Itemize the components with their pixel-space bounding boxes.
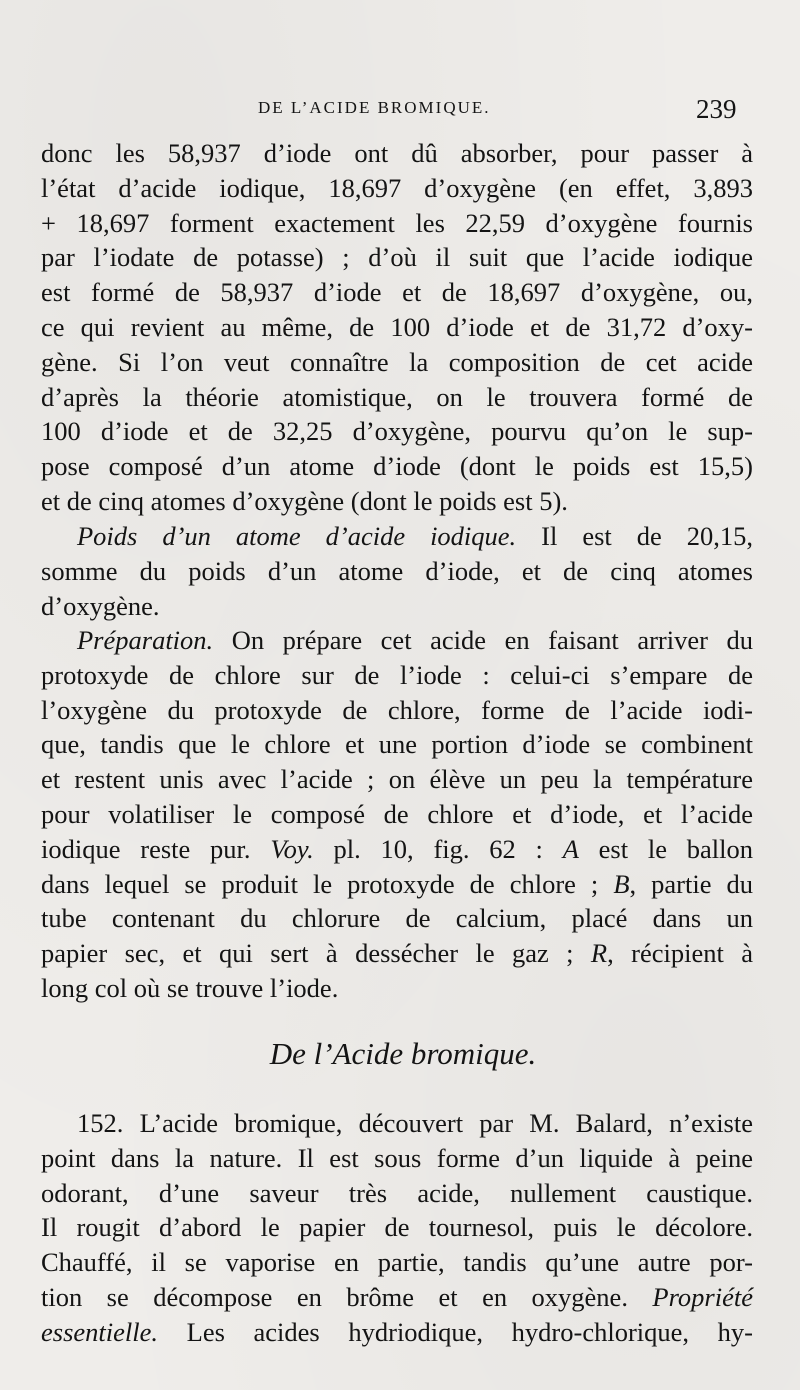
paragraph-lead: Préparation. [77, 625, 214, 655]
paragraph-lead: Poids d’un atome d’acide iodique. [77, 521, 517, 551]
text-line [41, 832, 753, 867]
text-line [41, 1280, 753, 1315]
italic-term: Propriété [652, 1281, 753, 1312]
text-run: tion se décompose en brôme et en oxygène. [41, 1281, 653, 1312]
text-line: pose composé d’un atome d’iode (dont le poids est 15,5) [41, 451, 753, 482]
page-header [0, 96, 800, 126]
text-line: gène. Si l’on veut connaître la composition de cet acide [41, 346, 753, 377]
text-line: par l’iodate de potasse) ; d’où il suit que l’acide iodique [41, 242, 753, 273]
figure-label-a: A [562, 833, 579, 864]
text-line: et de cinq atomes d’oxygène (dont le poids est 5). [41, 485, 568, 516]
italic-term: essentielle. [41, 1316, 158, 1347]
text-run: , récipient à [607, 938, 753, 969]
text-run: Les acides hydriodique, hydro-chlorique, hy- [158, 1316, 753, 1347]
paragraph-bromic-acid [41, 1106, 753, 1350]
text-line: protoxyde de chlore sur de l’iode : celui-ci s’empare de [41, 659, 753, 690]
section-title: De l’Acide bromique. [269, 1036, 537, 1071]
text-line [41, 1315, 753, 1350]
text-line: long col où se trouve l’iode. [41, 972, 339, 1003]
text-line: d’oxygène. [41, 590, 160, 621]
text-run: est le ballon [578, 833, 753, 864]
text-line: l’état d’acide iodique, 18,697 d’oxygène (en effet, 3,893 [41, 172, 753, 203]
paragraph-atom-weight [41, 519, 753, 623]
figure-reference: Voy. [270, 833, 314, 864]
text-run: dans lequel se produit le protoxyde de chlore ; [41, 868, 614, 899]
paragraph-iodic-acid-composition [41, 136, 753, 519]
figure-label-r: R [590, 938, 608, 969]
text-line [41, 623, 753, 658]
figure-label-b: B [613, 868, 630, 899]
text-run: Il est de 20,15, [516, 521, 753, 551]
paragraph-preparation [41, 623, 753, 1006]
text-line: 100 d’iode et de 32,25 d’oxygène, pourvu qu’on le sup- [41, 416, 753, 447]
text-line: Chauffé, il se vaporise en partie, tandis qu’une autre por- [41, 1247, 753, 1278]
text-line [41, 936, 753, 971]
text-line: point dans la nature. Il est sous forme d’un liquide à peine [41, 1142, 753, 1173]
text-line: Il rougit d’abord le papier de tournesol, puis le décolore. [41, 1212, 753, 1243]
page-number: 239 [696, 94, 737, 124]
text-run: pl. 10, fig. 62 : [313, 833, 563, 864]
text-line: que, tandis que le chlore et une portion d’iode se combinent [41, 729, 753, 760]
text-line: donc les 58,937 d’iode ont dû absorber, pour passer à [41, 138, 753, 168]
running-head: DE L’ACIDE BROMIQUE. [258, 98, 491, 117]
text-line: pour volatiliser le composé de chlore et d’iode, et l’acide [41, 798, 753, 829]
text-run: papier sec, et qui sert à dessécher le gaz ; [41, 938, 591, 969]
text-line: d’après la théorie atomistique, on le trouvera formé de [41, 381, 753, 412]
text-run: , partie du [629, 868, 753, 899]
text-line [41, 519, 753, 554]
text-line: l’oxygène du protoxyde de chlore, forme de l’acide iodi- [41, 694, 753, 725]
text-line: 152. L’acide bromique, découvert par M. Balard, n’existe [77, 1108, 753, 1138]
text-line: odorant, d’une saveur très acide, nullement caustique. [41, 1177, 753, 1208]
text-line: est formé de 58,937 d’iode et de 18,697 d’oxygène, ou, [41, 277, 753, 308]
text-run: iodique reste pur. [41, 833, 271, 864]
text-line [41, 867, 753, 902]
text-line: ce qui revient au même, de 100 d’iode et de 31,72 d’oxy- [41, 311, 753, 342]
text-run: On prépare cet acide en faisant arriver du [213, 625, 753, 655]
text-line: et restent unis avec l’acide ; on élève un peu la température [41, 764, 753, 795]
text-line: somme du poids d’un atome d’iode, et de cinq atomes [41, 555, 753, 586]
text-line: tube contenant du chlorure de calcium, placé dans un [41, 903, 753, 934]
text-line: + 18,697 forment exactement les 22,59 d’oxygène fournis [41, 207, 753, 238]
